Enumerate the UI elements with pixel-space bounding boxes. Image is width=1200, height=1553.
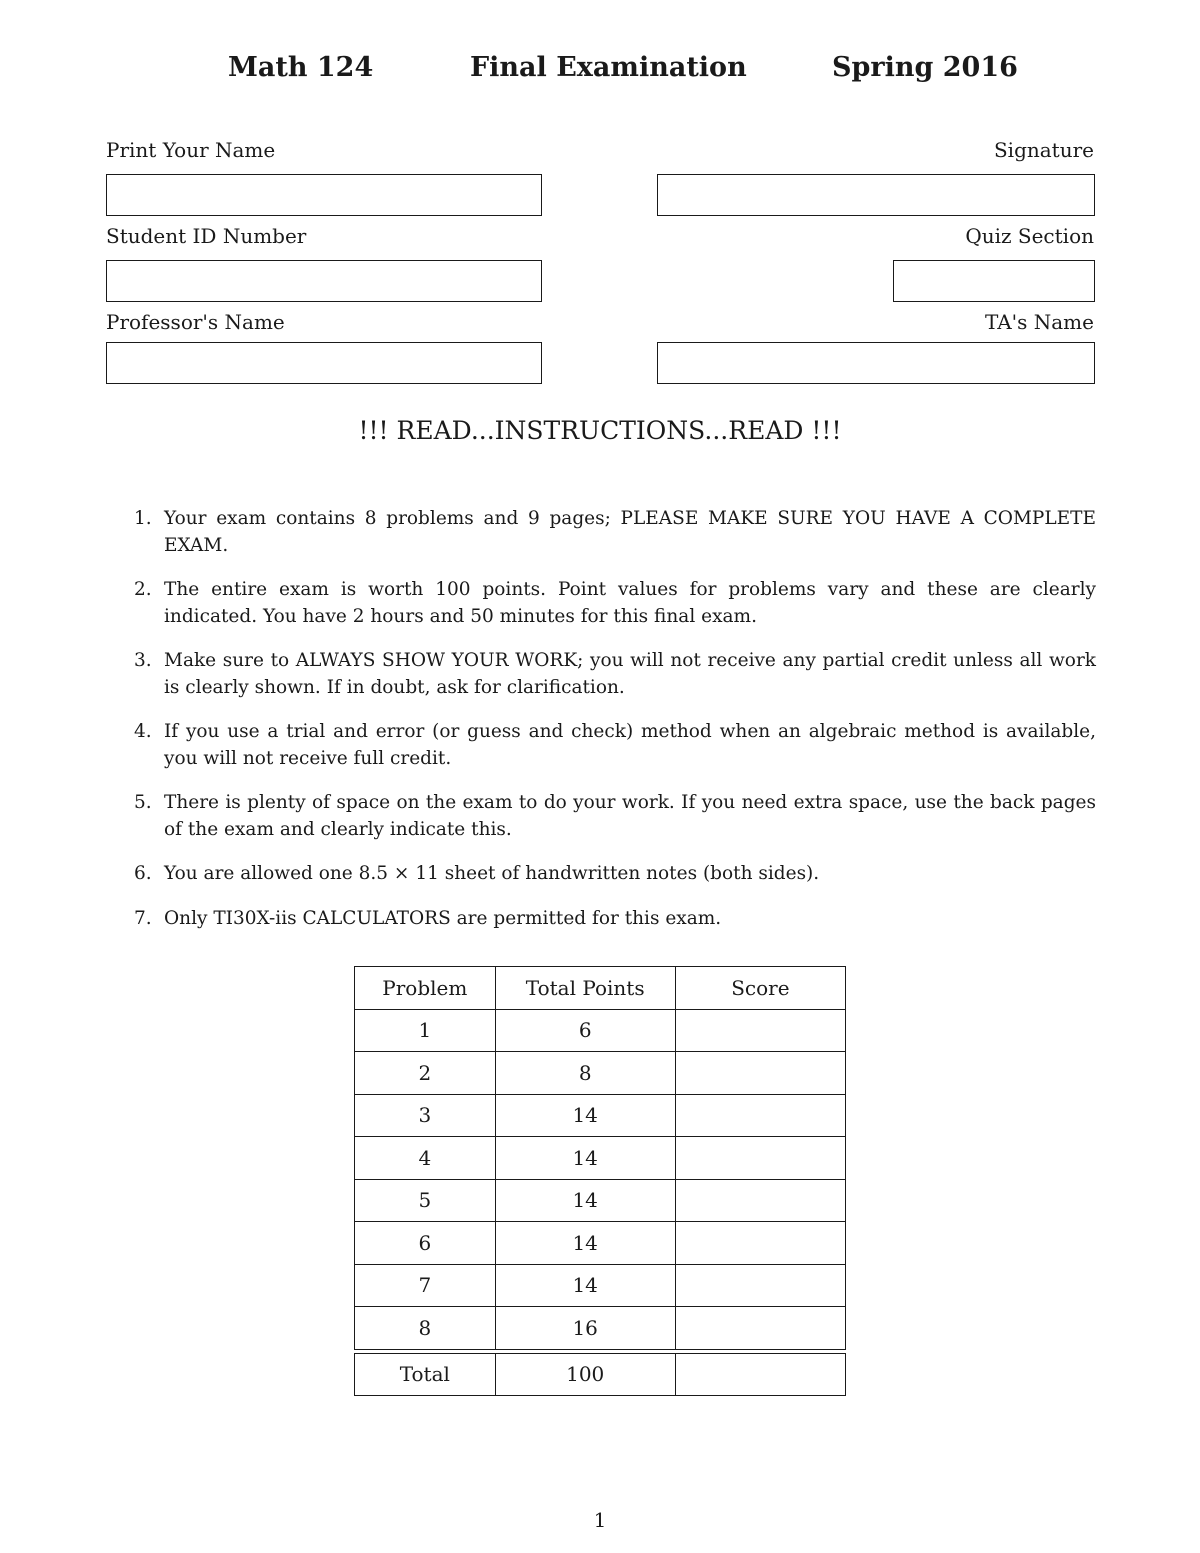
instruction-number: 2. bbox=[134, 579, 152, 600]
table-row bbox=[355, 1137, 846, 1180]
table-row bbox=[355, 1052, 846, 1095]
instruction-text: Only TI30X-iis CALCULATORS are permitted for this exam. bbox=[164, 907, 722, 929]
score-cell[interactable] bbox=[675, 1179, 845, 1222]
instructions-heading: !!! READ...INSTRUCTIONS...READ !!! bbox=[358, 416, 842, 445]
points-cell: 14 bbox=[495, 1137, 675, 1180]
score-table bbox=[354, 966, 846, 1396]
quiz-section-label: Quiz Section bbox=[965, 224, 1094, 248]
instruction-text: There is plenty of space on the exam to do your work. If you need extra space, use the back pages of the exam and clearly indicate this. bbox=[164, 792, 1096, 840]
points-cell: 14 bbox=[495, 1264, 675, 1307]
total-score-cell[interactable] bbox=[675, 1353, 845, 1396]
ta-label: TA's Name bbox=[984, 310, 1094, 334]
header-score: Score bbox=[675, 967, 845, 1010]
table-row bbox=[355, 1094, 846, 1137]
quiz-section-field[interactable] bbox=[893, 260, 1095, 302]
instruction-item bbox=[130, 506, 1096, 559]
table-row bbox=[355, 1307, 846, 1350]
course-title: Math 124 bbox=[228, 52, 374, 83]
problem-cell: 1 bbox=[355, 1009, 496, 1052]
points-cell: 8 bbox=[495, 1052, 675, 1095]
points-cell: 14 bbox=[495, 1179, 675, 1222]
instruction-number: 5. bbox=[134, 792, 152, 813]
instruction-number: 3. bbox=[134, 650, 152, 671]
score-cell[interactable] bbox=[675, 1137, 845, 1180]
score-cell[interactable] bbox=[675, 1222, 845, 1265]
instruction-item bbox=[130, 648, 1096, 701]
problem-cell: 8 bbox=[355, 1307, 496, 1350]
table-row bbox=[355, 1264, 846, 1307]
header-problem: Problem bbox=[355, 967, 496, 1010]
instruction-text: Your exam contains 8 problems and 9 pages; PLEASE MAKE SURE YOU HAVE A COMPLETE EXAM. bbox=[164, 508, 1096, 556]
problem-cell: 6 bbox=[355, 1222, 496, 1265]
instruction-text: Make sure to ALWAYS SHOW YOUR WORK; you will not receive any partial credit unless all work is clearly shown. If in doubt, ask for clarification. bbox=[164, 650, 1096, 698]
problem-cell: 2 bbox=[355, 1052, 496, 1095]
table-row bbox=[355, 1009, 846, 1052]
instruction-item bbox=[130, 906, 1096, 933]
instruction-item bbox=[130, 790, 1096, 843]
problem-cell: 3 bbox=[355, 1094, 496, 1137]
instruction-number: 1. bbox=[134, 508, 152, 529]
problem-cell: 5 bbox=[355, 1179, 496, 1222]
professor-label: Professor's Name bbox=[106, 310, 285, 334]
signature-field[interactable] bbox=[657, 174, 1095, 216]
instruction-item bbox=[130, 719, 1096, 772]
points-cell: 6 bbox=[495, 1009, 675, 1052]
score-cell[interactable] bbox=[675, 1094, 845, 1137]
name-field[interactable] bbox=[106, 174, 542, 216]
name-label: Print Your Name bbox=[106, 138, 276, 162]
instruction-item bbox=[130, 577, 1096, 630]
points-cell: 16 bbox=[495, 1307, 675, 1350]
instructions-list bbox=[130, 506, 1096, 950]
instruction-item bbox=[130, 861, 1096, 888]
signature-label: Signature bbox=[993, 138, 1094, 162]
student-id-field[interactable] bbox=[106, 260, 542, 302]
instruction-number: 7. bbox=[134, 907, 152, 929]
score-cell[interactable] bbox=[675, 1307, 845, 1350]
problem-cell: 4 bbox=[355, 1137, 496, 1180]
table-row bbox=[355, 1222, 846, 1265]
total-points-cell: 100 bbox=[495, 1353, 675, 1396]
points-cell: 14 bbox=[495, 1222, 675, 1265]
total-row bbox=[355, 1353, 846, 1396]
instruction-text: If you use a trial and error (or guess and check) method when an algebraic method is available, you will not receive full credit. bbox=[164, 721, 1096, 769]
instruction-text: You are allowed one 8.5 × 11 sheet of handwritten notes (both sides). bbox=[164, 863, 820, 884]
problem-cell: 7 bbox=[355, 1264, 496, 1307]
student-id-label: Student ID Number bbox=[106, 224, 307, 248]
points-cell: 14 bbox=[495, 1094, 675, 1137]
score-cell[interactable] bbox=[675, 1009, 845, 1052]
professor-field[interactable] bbox=[106, 342, 542, 384]
header-total-points: Total Points bbox=[495, 967, 675, 1010]
instruction-text: The entire exam is worth 100 points. Point values for problems vary and these are clearly indicated. You have 2 hours and 50 minutes for this final exam. bbox=[164, 579, 1096, 627]
instruction-number: 6. bbox=[134, 863, 152, 884]
exam-title: Final Examination bbox=[470, 52, 747, 83]
page-number: 1 bbox=[593, 1508, 607, 1532]
table-header-row bbox=[355, 967, 846, 1010]
exam-header bbox=[0, 52, 1200, 92]
table-row bbox=[355, 1179, 846, 1222]
instruction-number: 4. bbox=[134, 721, 152, 742]
ta-field[interactable] bbox=[657, 342, 1095, 384]
score-cell[interactable] bbox=[675, 1052, 845, 1095]
term-title: Spring 2016 bbox=[832, 52, 1018, 83]
total-label-cell: Total bbox=[355, 1353, 496, 1396]
score-cell[interactable] bbox=[675, 1264, 845, 1307]
